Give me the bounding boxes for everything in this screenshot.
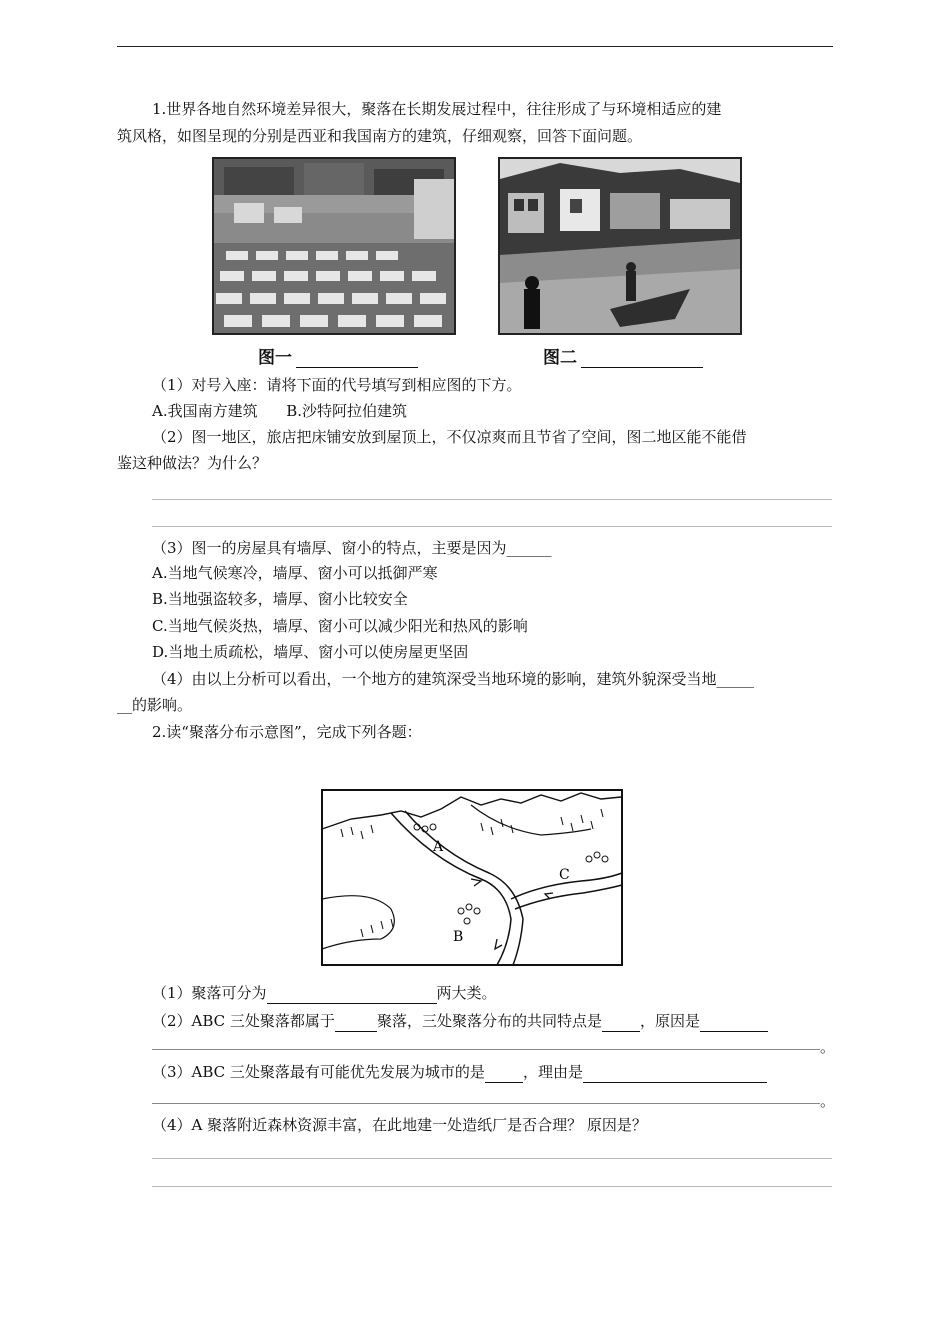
q1-sub1-options: A.我国南方建筑 B.沙特阿拉伯建筑	[152, 402, 408, 420]
q1-sub3-option-d: D.当地土质疏松，墙厚、窗小可以使房屋更坚固	[152, 643, 469, 661]
q2-sub3-text-a: （3）ABC 三处聚落最有可能优先发展为城市的是	[152, 1063, 485, 1081]
map-label-a: A	[433, 839, 444, 855]
q1-sub4-line2: __的影响。	[117, 696, 193, 714]
water-town-photo	[498, 157, 742, 335]
q2-intro: 2.读“聚落分布示意图”，完成下列各题：	[152, 723, 422, 741]
q2-sub1-text: （1）聚落可分为	[152, 984, 267, 1002]
q2-sub3-period: 。	[820, 1092, 836, 1110]
map-label-b: B	[453, 929, 464, 945]
answer-blank[interactable]	[485, 1066, 523, 1083]
q1-intro-line2: 筑风格，如图呈现的分别是西亚和我国南方的建筑，仔细观察，回答下面问题。	[117, 127, 643, 145]
answer-blank[interactable]	[335, 1015, 377, 1032]
q2-sub1	[152, 982, 497, 1004]
q1-sub3-option-b: B.当地强盗较多，墙厚、窗小比较安全	[152, 590, 408, 608]
q1-sub3-option-a: A.当地气候寒冷，墙厚、窗小可以抵御严寒	[152, 564, 438, 582]
q2-sub2-text-c: ，原因是	[639, 1012, 700, 1030]
q1-sub3-option-c: C.当地气候炎热，墙厚、窗小可以减少阳光和热风的影响	[152, 617, 528, 635]
answer-line[interactable]	[152, 1049, 820, 1050]
answer-line[interactable]	[152, 1158, 832, 1159]
q1-sub4-line1: （4）由以上分析可以看出，一个地方的建筑深受当地环境的影响，建筑外貌深受当地_____	[152, 670, 755, 688]
map-label-c: C	[559, 867, 570, 883]
q2-sub4: （4）A 聚落附近森林资源丰富，在此地建一处造纸厂是否合理？ 原因是？	[152, 1116, 647, 1134]
q2-sub1-text-end: 两大类。	[436, 984, 497, 1002]
q2-sub2	[152, 1010, 768, 1032]
q2-sub3-text-b: ，理由是	[522, 1063, 583, 1081]
figure-2-answer-blank[interactable]	[581, 351, 703, 368]
answer-line[interactable]	[152, 526, 832, 527]
q1-sub1: （1）对号入座：请将下面的代号填写到相应图的下方。	[152, 376, 522, 394]
answer-line[interactable]	[152, 1186, 832, 1187]
q2-sub2-period: 。	[820, 1038, 836, 1056]
figure-2-label: 图二	[543, 348, 577, 368]
answer-blank[interactable]	[583, 1066, 767, 1083]
figure-2-caption	[543, 343, 703, 368]
q1-intro-line1: 1.世界各地自然环境差异很大，聚落在长期发展过程中，往往形成了与环境相适应的建	[152, 100, 722, 118]
answer-line[interactable]	[152, 1103, 820, 1104]
q1-sub3: （3）图一的房屋具有墙厚、窗小的特点，主要是因为______	[152, 539, 552, 557]
header-rule	[117, 46, 833, 47]
settlement-map	[321, 789, 623, 966]
figure-1-caption	[258, 343, 418, 368]
figure-1-label: 图一	[258, 348, 292, 368]
q2-sub2-text-b: 聚落，三处聚落分布的共同特点是	[376, 1012, 602, 1030]
q1-sub2-line1: （2）图一地区，旅店把床铺安放到屋顶上，不仅凉爽而且节省了空间，图二地区能不能借	[152, 428, 747, 446]
rooftop-beds-photo	[212, 157, 456, 335]
q2-sub3	[152, 1061, 767, 1083]
q2-sub2-text-a: （2）ABC 三处聚落都属于	[152, 1012, 335, 1030]
answer-line[interactable]	[152, 499, 832, 500]
q1-sub2-line2: 鉴这种做法？为什么？	[117, 454, 268, 472]
answer-blank[interactable]	[602, 1015, 640, 1032]
answer-blank[interactable]	[267, 987, 437, 1004]
answer-blank[interactable]	[700, 1015, 768, 1032]
figure-1-answer-blank[interactable]	[296, 351, 418, 368]
